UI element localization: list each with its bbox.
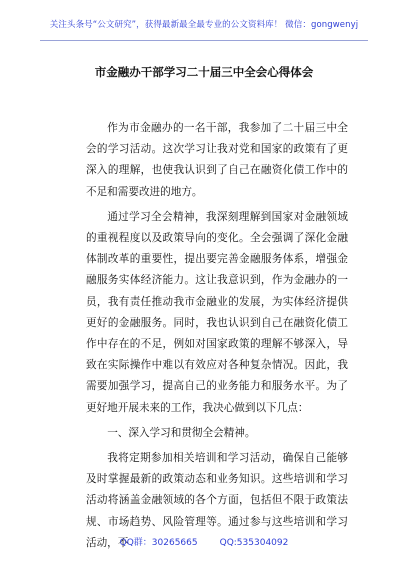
header-divider [40, 40, 368, 41]
section-heading: 一、深入学习和贯彻全会精神。 [107, 426, 256, 439]
paragraph: 作为市金融办的一名干部，我参加了二十届三中全会的学习活动。这次学习让我对党和国家的政策有了更深入的理解，也使我认识到了自己在融资化债工作中的不足和需要改进的地方。 [86, 122, 348, 198]
document-title: 市金融办干部学习二十届三中全会心得体会 [94, 65, 314, 79]
contact-footer [0, 535, 408, 548]
document-body [86, 118, 348, 554]
paragraph: 通过学习全会精神，我深刻理解到国家对金融领域的重视程度以及政策导向的变化。全会强调了深化金融体制改革的重要性，提出要完善金融服务体系，增强金融服务实体经济能力。这让我意识到，作为金融办的一员，我有责任推动我市金融业的发展，为实体经济提供更好的金融服务。同时，我也认识到自己在融资化债工作中存在的不足，例如对国家政策的理解不够深入，导致在实际操作中难以有效应对各种复杂情况。因此，我需要加强学习，提高自己的业务能力和服务水平。为了更好地开展未来的工作，我决心做到以下几点： [86, 210, 348, 414]
promo-header-text: 关注头条号“公文研究”，获得最新最全最专业的公文资料库！ 微信：gongwenyj [49, 20, 359, 30]
paragraph: 我将定期参加相关培训和学习活动，确保自己能够及时掌握最新的政策动态和业务知识。这些培训和学习活动将涵盖金融领域的各个方面，包括但不限于政策法规、市场趋势、风险管理等。通过参与这些培训和学习活动，不 [86, 452, 348, 549]
qq-number-text: QQ:535304092 [219, 538, 289, 548]
qq-group-text: QQ群：30265665 [119, 538, 198, 548]
